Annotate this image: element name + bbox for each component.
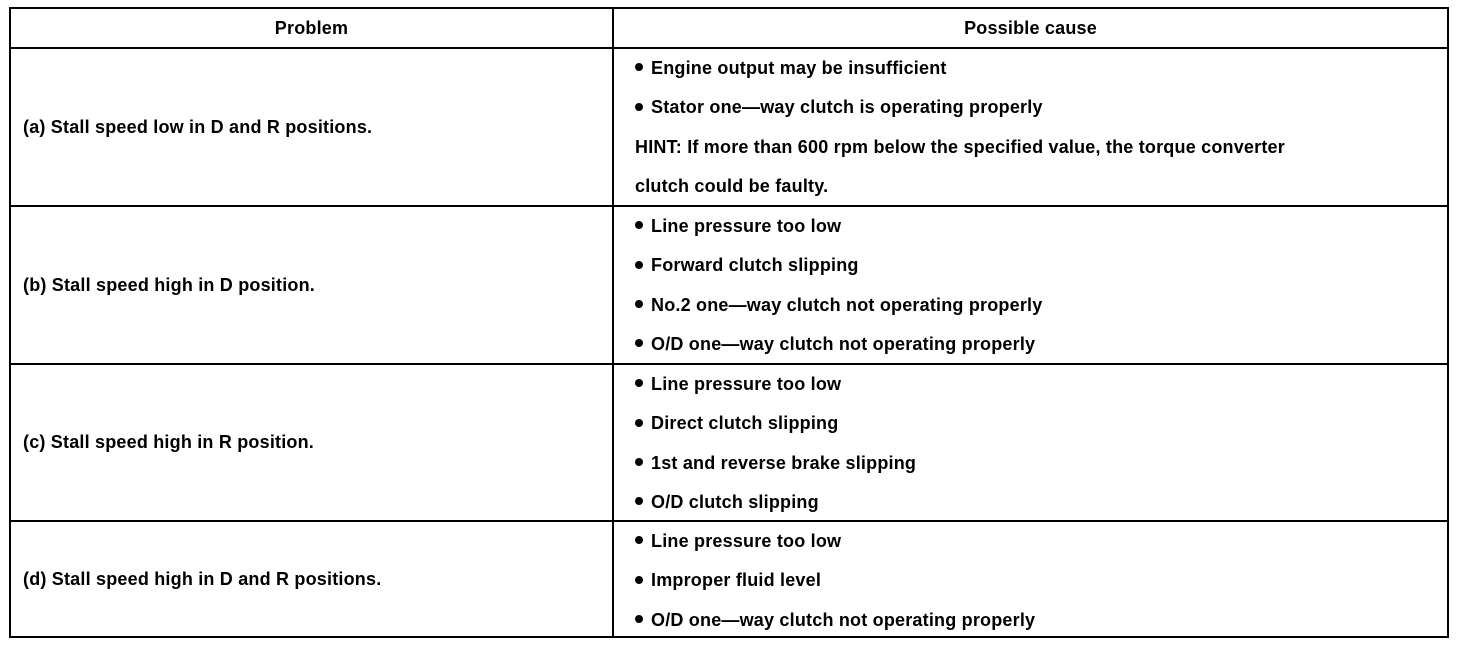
header-problem-label: Problem	[274, 17, 349, 38]
cause-item	[635, 601, 1447, 640]
header-cause-label: Possible cause	[964, 17, 1097, 38]
bullet-icon	[635, 576, 643, 584]
cause-item	[635, 522, 1447, 561]
table-row	[11, 205, 1447, 363]
bullet-icon	[635, 419, 643, 427]
problem-cell	[11, 49, 612, 205]
problem-text: (c) Stall speed high in R position.	[23, 432, 315, 452]
cause-cell	[614, 365, 1447, 520]
bullet-icon	[635, 63, 643, 71]
cause-item	[635, 88, 1447, 127]
cause-text: Line pressure too low	[651, 216, 842, 236]
cause-text: Engine output may be insufficient	[651, 58, 947, 78]
cause-item	[635, 483, 1447, 522]
problem-text: (a) Stall speed low in D and R positions.	[23, 116, 373, 137]
cause-cell	[614, 49, 1447, 205]
bullet-icon	[635, 300, 643, 308]
bullet-icon	[635, 261, 643, 269]
stall-test-table	[9, 7, 1449, 638]
problem-cell	[11, 365, 612, 520]
cause-text: O/D one—way clutch not operating properly	[651, 333, 1036, 354]
table-row	[11, 363, 1447, 520]
cause-item	[635, 404, 1447, 443]
bullet-icon	[635, 497, 643, 505]
header-cause-cell	[614, 9, 1447, 47]
cause-text: 1st and reverse brake slipping	[651, 452, 917, 473]
bullet-icon	[635, 458, 643, 466]
bullet-icon	[635, 536, 643, 544]
problem-text: (d) Stall speed high in D and R positions.	[23, 568, 382, 589]
bullet-icon	[635, 339, 643, 347]
table-header-row	[11, 9, 1447, 47]
hint-line: HINT: If more than 600 rpm below the specified value, the torque converter	[635, 136, 1285, 157]
cause-text: Line pressure too low	[651, 374, 842, 394]
column-divider	[612, 9, 614, 636]
cause-text: Line pressure too low	[651, 531, 842, 551]
hint-line: clutch could be faulty.	[635, 175, 829, 196]
table-row	[11, 47, 1447, 205]
cause-item	[635, 561, 1447, 600]
cause-text: No.2 one—way clutch not operating properly	[651, 294, 1043, 315]
table-row	[11, 520, 1447, 636]
bullet-icon	[635, 103, 643, 111]
cause-cell	[614, 207, 1447, 363]
cause-item	[635, 325, 1447, 364]
cause-item	[635, 444, 1447, 483]
cause-text: Direct clutch slipping	[651, 413, 839, 434]
bullet-icon	[635, 379, 643, 387]
cause-item	[635, 286, 1447, 325]
header-problem-cell	[11, 9, 612, 47]
cause-cell	[614, 522, 1447, 636]
problem-cell	[11, 522, 612, 636]
cause-text: Forward clutch slipping	[651, 255, 859, 276]
cause-item	[635, 365, 1447, 404]
cause-item	[635, 207, 1447, 246]
cause-text: Improper fluid level	[651, 570, 822, 591]
bullet-icon	[635, 221, 643, 229]
cause-text: O/D clutch slipping	[651, 491, 819, 512]
problem-text: (b) Stall speed high in D position.	[23, 274, 315, 295]
problem-cell	[11, 207, 612, 363]
cause-item	[635, 246, 1447, 285]
bullet-icon	[635, 615, 643, 623]
cause-text: Stator one—way clutch is operating properly	[651, 97, 1043, 118]
cause-item	[635, 49, 1447, 88]
cause-text: O/D one—way clutch not operating properly	[651, 609, 1036, 630]
